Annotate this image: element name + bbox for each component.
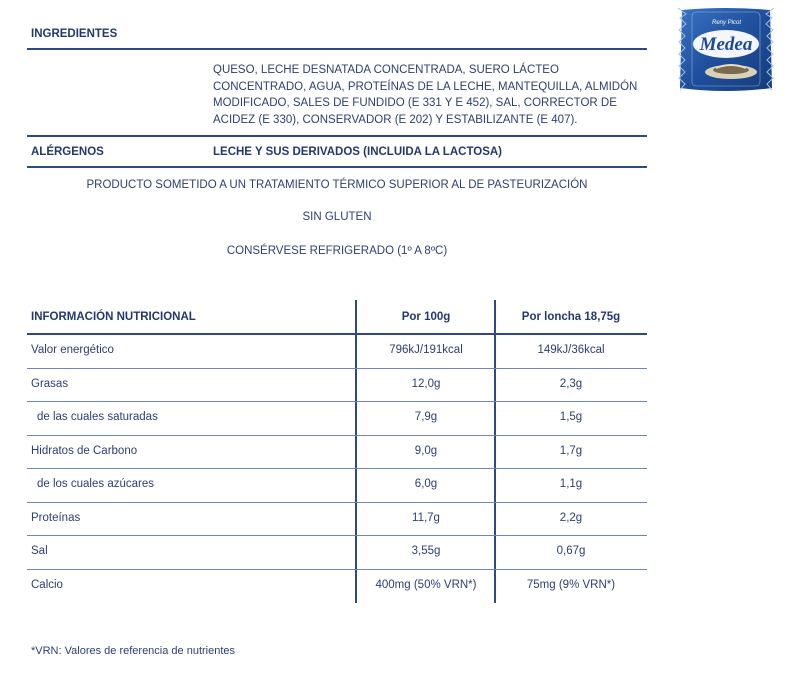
nutrition-row-rule <box>27 569 647 570</box>
nutrition-row-label: Hidratos de Carbono <box>31 445 138 457</box>
nutrition-row-per100: 6,0g <box>414 478 438 490</box>
nutrition-row-rule <box>27 368 647 369</box>
package-brand-name: Medea <box>699 34 753 55</box>
nutrition-header-rule <box>27 333 647 335</box>
ingredients-line: QUESO, LECHE DESNATADA CONCENTRADA, SUERO LÁCTEO <box>213 64 559 76</box>
nutrition-row-per100: 12,0g <box>411 378 441 390</box>
nutrition-header: INFORMACIÓN NUTRICIONAL <box>31 311 196 323</box>
nutrition-row-perslice: 2,3g <box>559 378 583 390</box>
nutrition-row-perslice: 1,5g <box>559 411 583 423</box>
nutrition-row-per100: 3,55g <box>411 545 441 557</box>
nutrition-row-label: Calcio <box>31 579 63 591</box>
nutrition-row-per100: 11,7g <box>412 512 440 524</box>
gluten-free-note: SIN GLUTEN <box>302 211 372 223</box>
nutrition-row-per100: 9,0g <box>414 445 438 457</box>
nutrition-row-label: Grasas <box>31 378 69 390</box>
allergens-value: LECHE Y SUS DERIVADOS (INCLUIDA LA LACTOSA) <box>213 146 503 158</box>
nutrition-row-label: Sal <box>31 545 48 557</box>
nutrition-row-per100: 400mg (50% VRN*) <box>375 579 477 591</box>
ingredients-header: INGREDIENTES <box>31 28 118 40</box>
ingredients-line: MODIFICADO, SALES DE FUNDIDO (E 331 Y E 452), SAL, CORRECTOR DE <box>213 97 617 109</box>
ingredients-top-rule <box>27 48 647 50</box>
ingredients-bottom-rule <box>27 135 647 137</box>
nutrition-row-perslice: 1,1g <box>559 478 583 490</box>
nutrition-row-per100: 796kJ/191kcal <box>389 344 463 356</box>
vrn-footnote: *VRN: Valores de referencia de nutrientes <box>31 645 236 657</box>
allergens-header: ALÉRGENOS <box>31 146 104 158</box>
storage-note: CONSÉRVESE REFRIGERADO (1º A 8ºC) <box>226 245 448 257</box>
nutrition-row-label: de los cuales azúcares <box>37 478 154 490</box>
ingredients-line: CONCENTRADO, AGUA, PROTEÍNAS DE LA LECHE, MANTEQUILLA, ALMIDÓN <box>213 80 638 93</box>
nutrition-row-label: Proteínas <box>31 512 81 524</box>
allergens-rule <box>27 166 647 168</box>
nutrition-row-perslice: 75mg (9% VRN*) <box>526 579 616 591</box>
nutrition-row-perslice: 0,67g <box>556 545 586 557</box>
nutrition-row-label: de las cuales saturadas <box>37 411 158 423</box>
nutrition-row-perslice: 1,7g <box>559 445 583 457</box>
nutrition-row-perslice: 149kJ/36kcal <box>537 344 605 356</box>
ingredients-line: ACIDEZ (E 330), CONSERVADOR (E 202) Y ESTABILIZANTE (E 407). <box>213 113 578 126</box>
nutrition-col-per100: Por 100g <box>401 311 451 323</box>
nutrition-row-rule <box>27 502 647 503</box>
nutrition-col-perslice: Por loncha 18,75g <box>521 311 621 323</box>
package-small-brand: Reny Picot <box>712 20 742 26</box>
nutrition-row-rule <box>27 435 647 436</box>
nutrition-row-rule <box>27 535 647 536</box>
nutrition-row-perslice: 2,2g <box>559 512 583 524</box>
heat-treatment-note: PRODUCTO SOMETIDO A UN TRATAMIENTO TÉRMICO SUPERIOR AL DE PASTEURIZACIÓN <box>86 179 588 191</box>
nutrition-row-rule <box>27 401 647 402</box>
product-package-image <box>676 4 776 94</box>
nutrition-row-rule <box>27 468 647 469</box>
nutrition-row-per100: 7,9g <box>414 411 438 423</box>
ingredients-text <box>213 62 637 128</box>
nutrition-row-label: Valor energético <box>31 344 114 356</box>
